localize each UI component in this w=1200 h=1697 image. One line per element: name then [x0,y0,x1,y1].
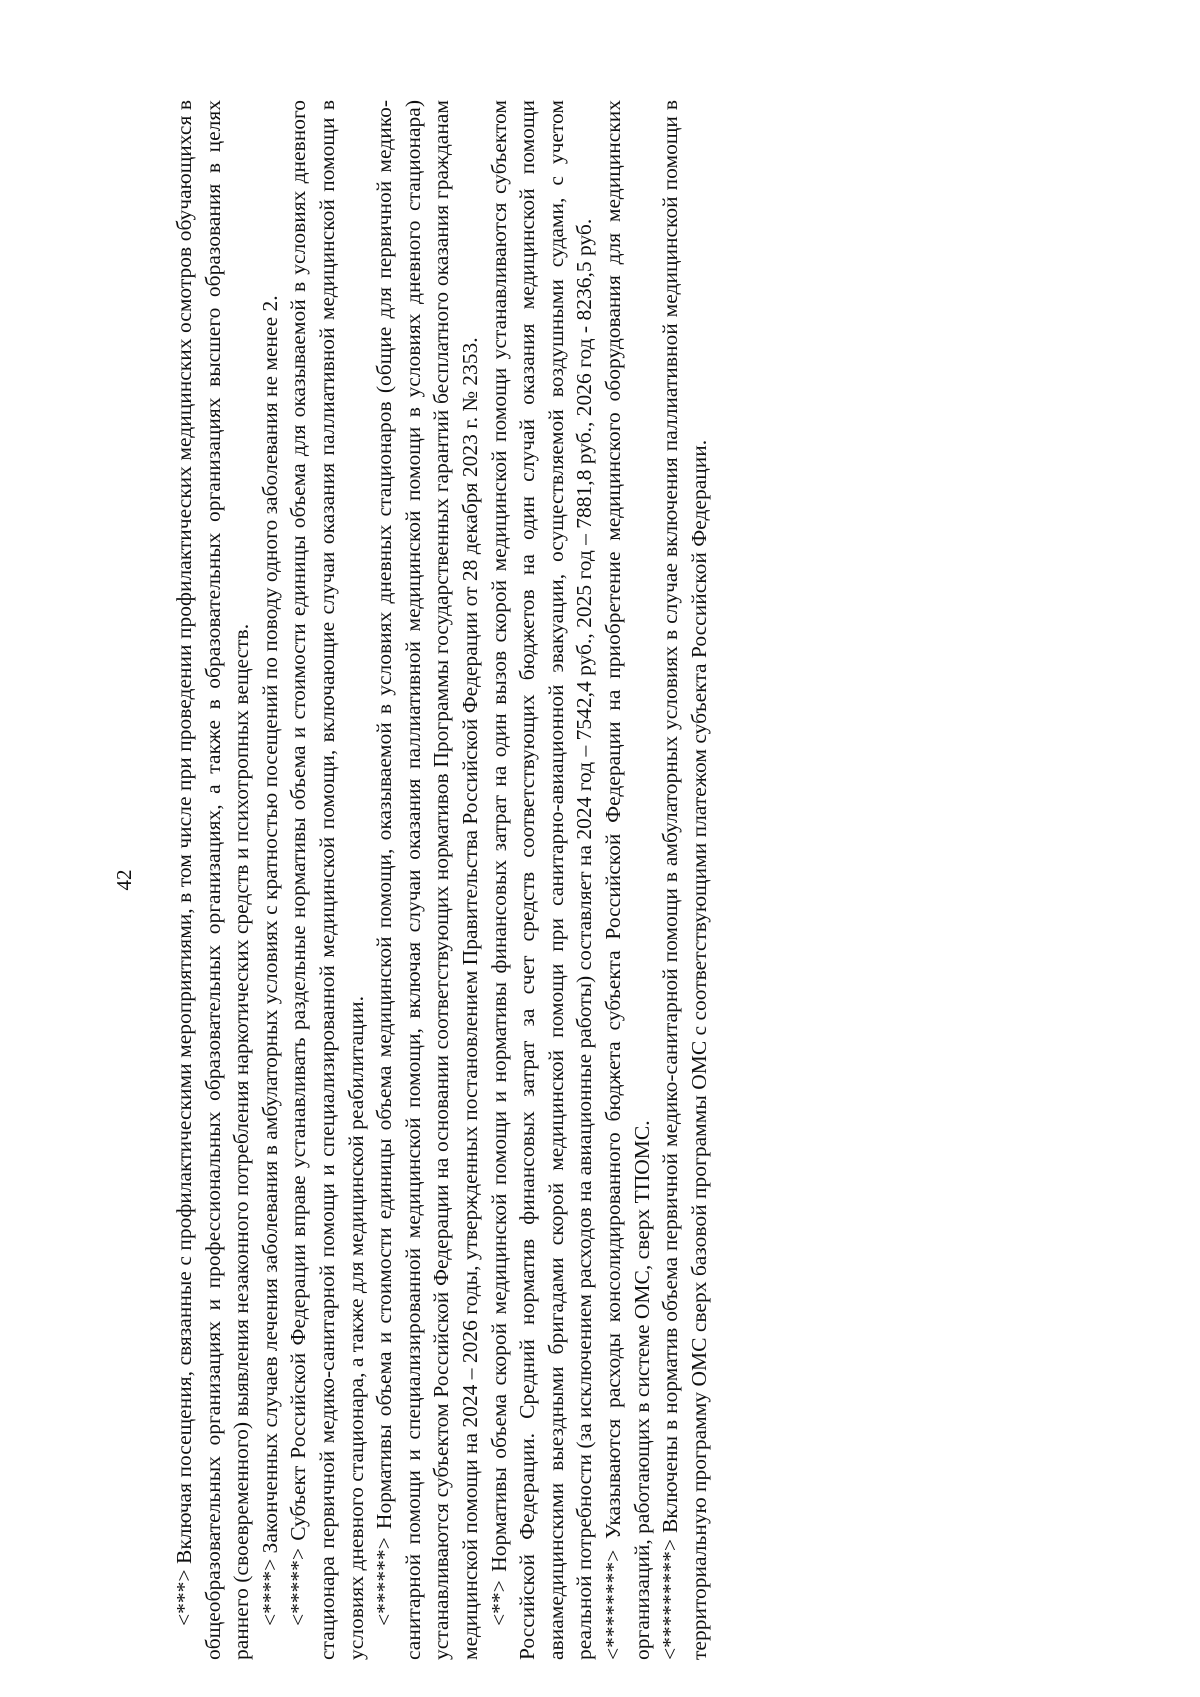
footnote-4: <****> Законченных случаев лечения заболевания в амбулаторных условиях с кратностью посещений по поводу одного заболевания не менее 2. [257,295,282,1626]
footnotes-block [170,100,713,1660]
footnote-8: <********> Указываются расходы консолидированного бюджета субъекта Российской Федерации на приобретение медицинского оборудования для медицинских организаций, работающих в системе ОМС, сверх ТПОМС. [600,100,654,1660]
footnote-6: <******> Нормативы объема и стоимости единицы объема медицинской помощи, оказываемой в условиях дневных стационаров (общие для первичной медико-санитарной помощи и специализированной медицинской помощи, включая случаи оказания паллиативной медицинской помощи в условиях дневного стационара) устанавливаются субъектом Российской Федерации на основании соответствующих нормативов Программы государственных гарантий бесплатного оказания гражданам медицинской помощи на 2024 – 2026 годы, утвержденных постановлением Правительства Российской Федерации от 28 декабря 2023 г. № 2353. [372,100,482,1660]
rotated-content [112,100,1030,1660]
footnote-5: <*****> Субъект Российской Федерации вправе устанавливать раздельные нормативы объема и стоимости единицы объема для оказываемой в условиях дневного стационара первичной медико-санитарной помощи и специализированной медицинской помощи, включающие случаи оказания паллиативной медицинской помощи в условиях дневного стационара, а также для медицинской реабилитации. [286,100,368,1660]
page-number: 42 [112,869,136,891]
footnote-2: <**> Нормативы объема скорой медицинской помощи и нормативы финансовых затрат на один вызов скорой медицинской помощи устанавливаются субъектом Российской Федерации. Средний норматив финансовых затрат за счет средств соответствующих бюджетов на один случай оказания медицинской помощи авиамедицинскими выездными бригадами скорой медицинской помощи при санитарно-авиационной эвакуации, осуществляемой воздушными судами, с учетом реальной потребности (за исключением расходов на авиационные работы) составляет на 2024 год – 7542,4 руб., 2025 год – 7881,8 руб., 2026 год - 8236,5 руб. [486,100,597,1660]
footnote-3: <***> Включая посещения, связанные с профилактическими мероприятиями, в том числе при проведении профилактических медицинских осмотров обучающихся в общеобразовательных организациях и профессиональных образовательных организациях, а также в образовательных организациях высшего образования в целях раннего (своевременного) выявления незаконного потребления наркотических средств и психотропных веществ. [172,100,254,1660]
footnote-9: <*********> Включены в норматив объема первичной медико-санитарной помощи в амбулаторных условиях в случае включения паллиативной медицинской помощи в территориальную программу ОМС сверх базовой программы ОМС с соответствующими платежом субъекта Российской Федерации. [658,100,711,1660]
